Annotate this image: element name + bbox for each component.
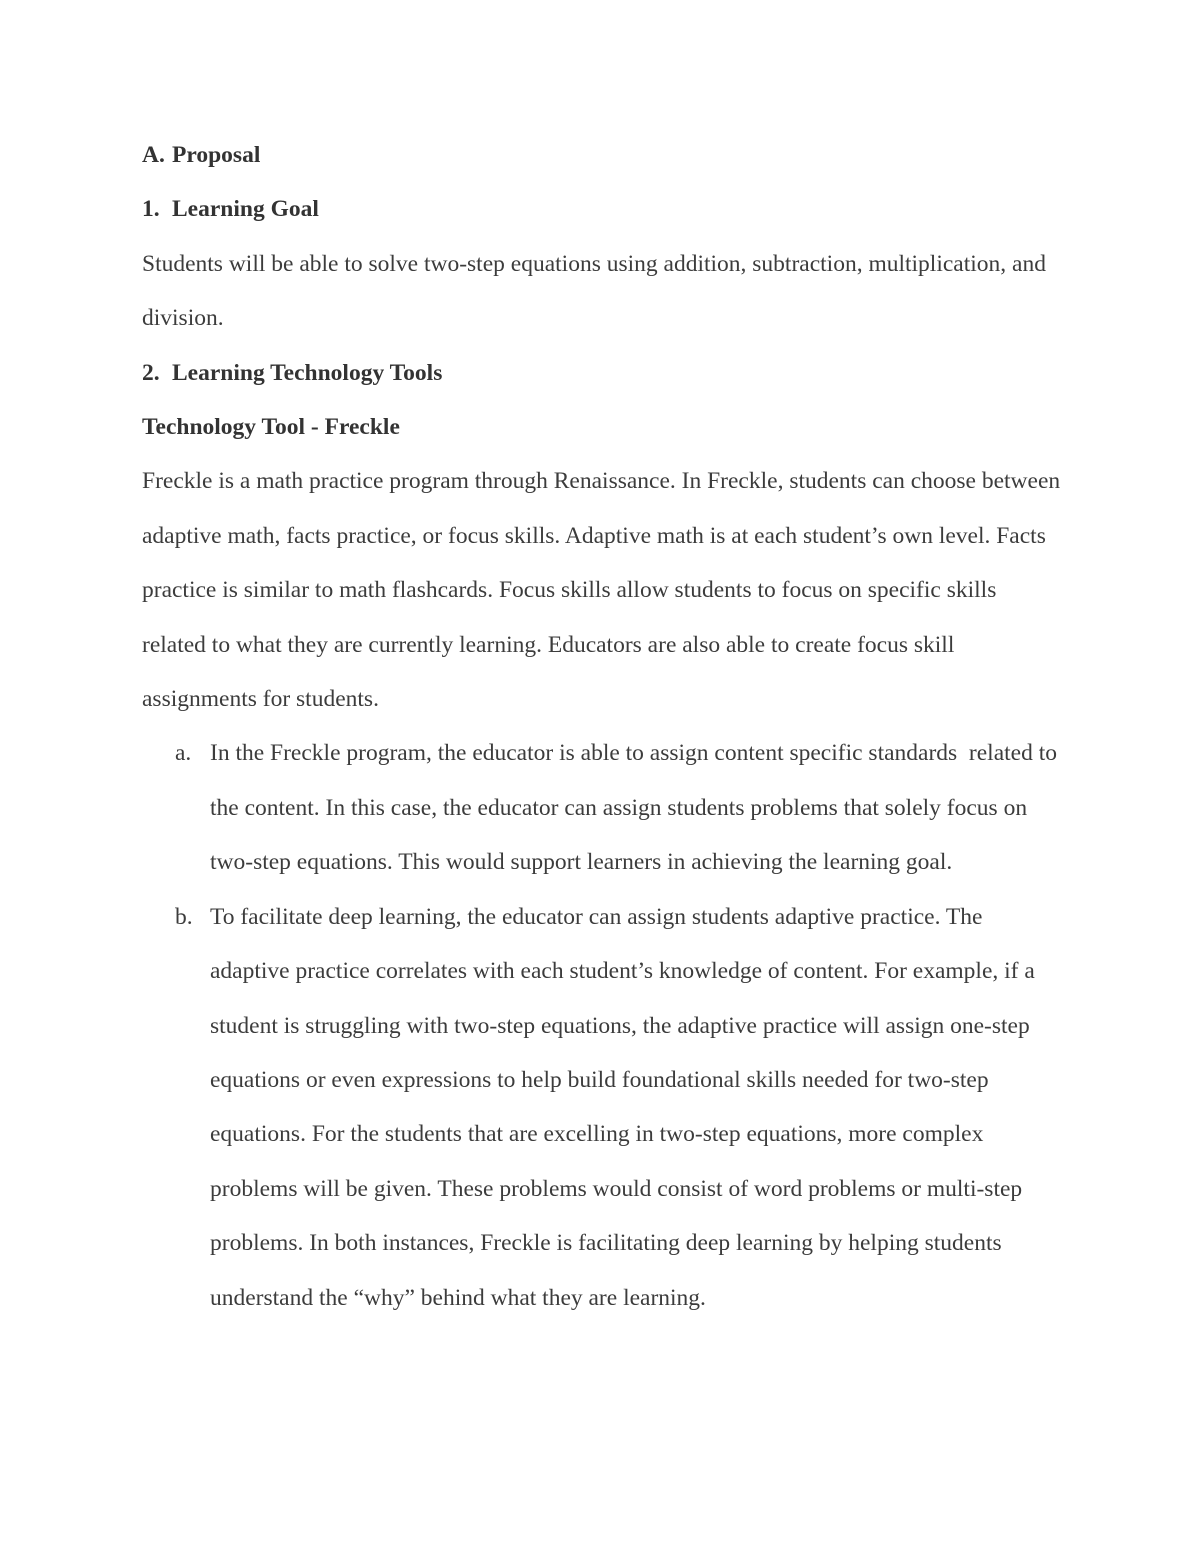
heading-learning-goal-marker: 1. — [142, 196, 160, 223]
list-item-b-marker: b. — [175, 903, 193, 930]
paragraph-learning-goal: Students will be able to solve two-step equations using addition, subtraction, multiplication, and division. — [142, 250, 1052, 332]
heading-technology-tools-marker: 2. — [142, 359, 160, 386]
list-item-a — [142, 726, 1062, 889]
heading-technology-tools — [142, 346, 1062, 400]
heading-proposal-marker: A. — [142, 142, 165, 168]
heading-learning-goal-text: Learning Goal — [172, 196, 319, 223]
list-item-b — [142, 890, 1062, 1325]
paragraph-freckle-description: Freckle is a math practice program through Renaissance. In Freckle, students can choose between adaptive math, facts practice, or focus skills. Adaptive math is at each student’s own level. Facts practice is similar to math flashcards. Focus skills allow students to focus on specific skills related to what they are currently learning. Educators are also able to create focus skill assignments for students. — [142, 468, 1067, 713]
heading-proposal — [142, 128, 1062, 182]
heading-technology-tool-freckle: Technology Tool - Freckle — [142, 414, 400, 441]
list-item-a-text: In the Freckle program, the educator is able to assign content specific standards related to the content. In this case, the educator can assign students problems that solely focus on two-step equations. This would support learners in achieving the learning goal. — [210, 740, 1063, 876]
heading-proposal-text: Proposal — [172, 142, 261, 168]
list-item-b-text: To facilitate deep learning, the educator can assign students adaptive practice. The adaptive practice correlates with each student’s knowledge of content. For example, if a student is struggling with two-step equations, the adaptive practice will assign one-step equations or even expressions to help build foundational skills needed for two-step equations. For the students that are excelling in two-step equations, more complex problems will be given. These problems would consist of word problems or multi-step problems. In both instances, Freckle is facilitating deep learning by helping students understand the “why” behind what they are learning. — [210, 903, 1041, 1311]
heading-technology-tools-text: Learning Technology Tools — [172, 359, 443, 386]
heading-learning-goal — [142, 182, 1062, 236]
list-item-a-marker: a. — [175, 740, 192, 767]
